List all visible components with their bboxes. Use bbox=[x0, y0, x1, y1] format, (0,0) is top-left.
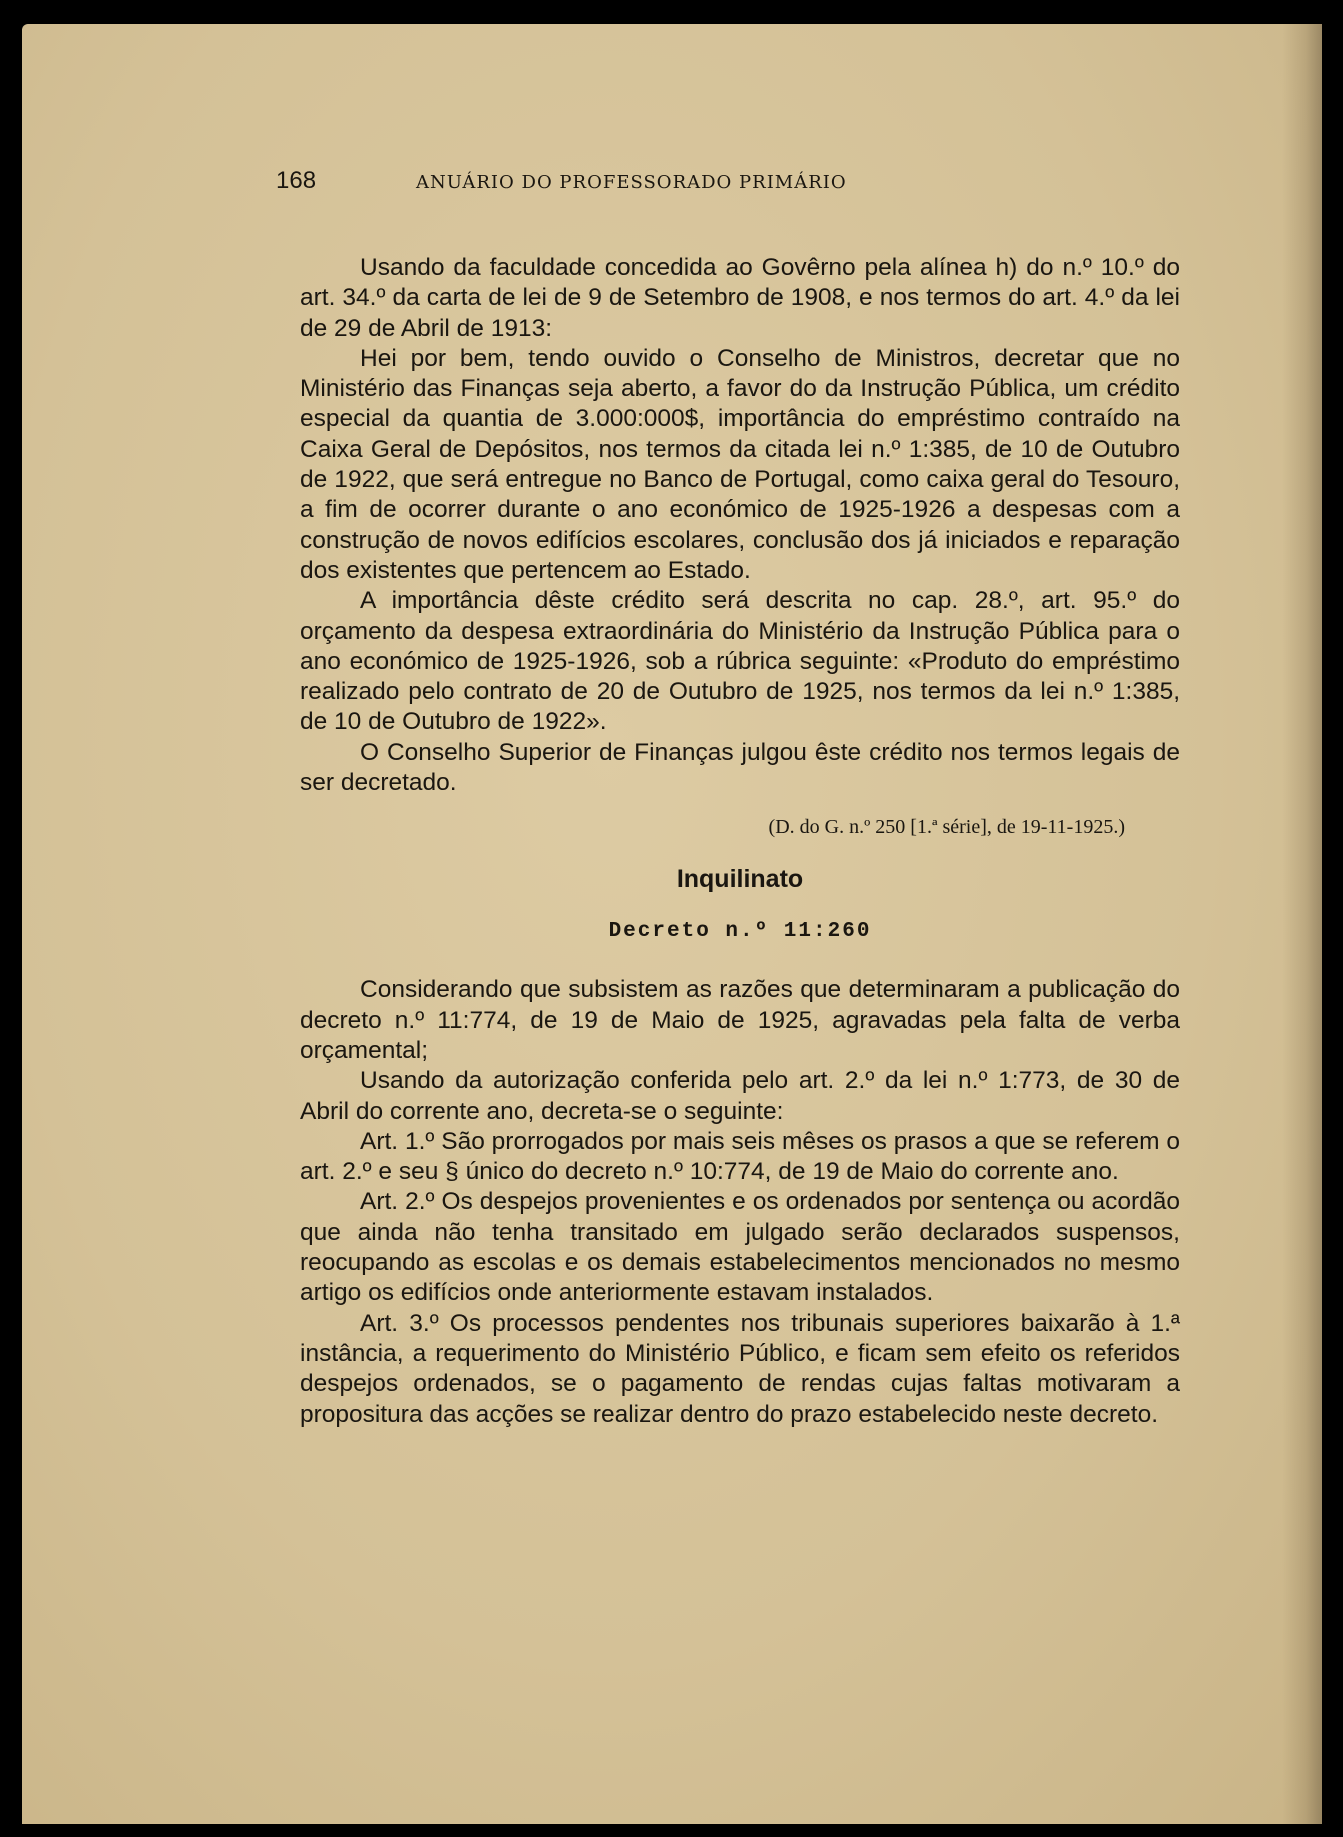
paragraph: Usando da autorização conferida pelo art. 2.º da lei n.º 1:773, de 30 de Abril do corrente ano, decreta-se o seguinte: bbox=[300, 1067, 1180, 1125]
paragraph: Considerando que subsistem as razões que determinaram a publicação do decreto n.º 11:774, de 19 de Maio de 1925, agravadas pela falta de verba orçamental; bbox=[300, 976, 1180, 1064]
paragraph: Usando da faculdade concedida ao Govêrno pela alínea h) do n.º 10.º do art. 34.º da carta de lei de 9 de Setembro de 1908, e nos termos do art. 4.º da lei de 29 de Abril de 1913: bbox=[300, 254, 1180, 342]
page-number: 168 bbox=[276, 167, 317, 194]
paragraph: Art. 3.º Os processos pendentes nos tribunais superiores baixarão à 1.ª instância, a requerimento do Ministério Público, e ficam sem efeito os referidos despejos ordenados, se o pagamento de rendas cujas faltas motivaram a propositura das acções se realizar dentro do prazo estabelecido neste decreto. bbox=[300, 1309, 1180, 1428]
paragraph: O Conselho Superior de Finanças julgou êste crédito nos termos legais de ser decretado. bbox=[300, 738, 1180, 797]
source-citation: (D. do G. n.º 250 [1.ª série], de 19-11-1925.) bbox=[768, 816, 1125, 839]
section-title: Inquilinato bbox=[676, 865, 804, 894]
running-head-title: ANUÁRIO DO PROFESSORADO PRIMÁRIO bbox=[416, 172, 847, 193]
paragraph: Art. 2.º Os despejos provenientes e os ordenados por sentença ou acordão que ainda não tenha transitado em julgado serão declarados suspensos, reocupando as escolas e os demais estabelecimentos mencionados no mesmo artigo os edifícios onde anteriormente estavam instalados. bbox=[300, 1188, 1180, 1307]
paragraph: A importância dêste crédito será descrita no cap. 28.º, art. 95.º do orçamento da despesa extraordinária do Ministério da Instrução Pública para o ano económico de 1925-1926, sob a rúbrica seguinte: «Produto do empréstimo realizado pelo contrato de 20 de Outubro de 1925, nos termos da lei n.º 1:385, de 10 de Outubro de 1922». bbox=[300, 587, 1180, 736]
decree-title: Decreto n.º 11:260 bbox=[608, 920, 872, 944]
page-content bbox=[276, 167, 1180, 1430]
book-page bbox=[22, 24, 1322, 1824]
decree-2-body bbox=[300, 975, 1180, 1429]
page-edge-shadow bbox=[1282, 24, 1322, 1824]
paragraph: Art. 1.º São prorrogados por mais seis mêses os prasos a que se referem o art. 2.º e seu § único do decreto n.º 10:774, de 19 de Maio do corrente ano. bbox=[300, 1127, 1180, 1186]
decree-1-body bbox=[300, 253, 1180, 798]
running-head bbox=[276, 167, 1180, 207]
paragraph: Hei por bem, tendo ouvido o Conselho de Ministros, decretar que no Ministério das Finanças seja aberto, a favor do da Instrução Pública, um crédito especial da quantia de 3.000:000$, importância do empréstimo contraído na Caixa Geral de Depósitos, nos termos da citada lei n.º 1:385, de 10 de Outubro de 1922, que será entregue no Banco de Portugal, como caixa geral do Tesouro, a fim de ocorrer durante o ano económico de 1925-1926 a despesas com a construção de novos edifícios escolares, conclusão dos já iniciados e reparação dos existentes que pertencem ao Estado. bbox=[300, 344, 1180, 584]
